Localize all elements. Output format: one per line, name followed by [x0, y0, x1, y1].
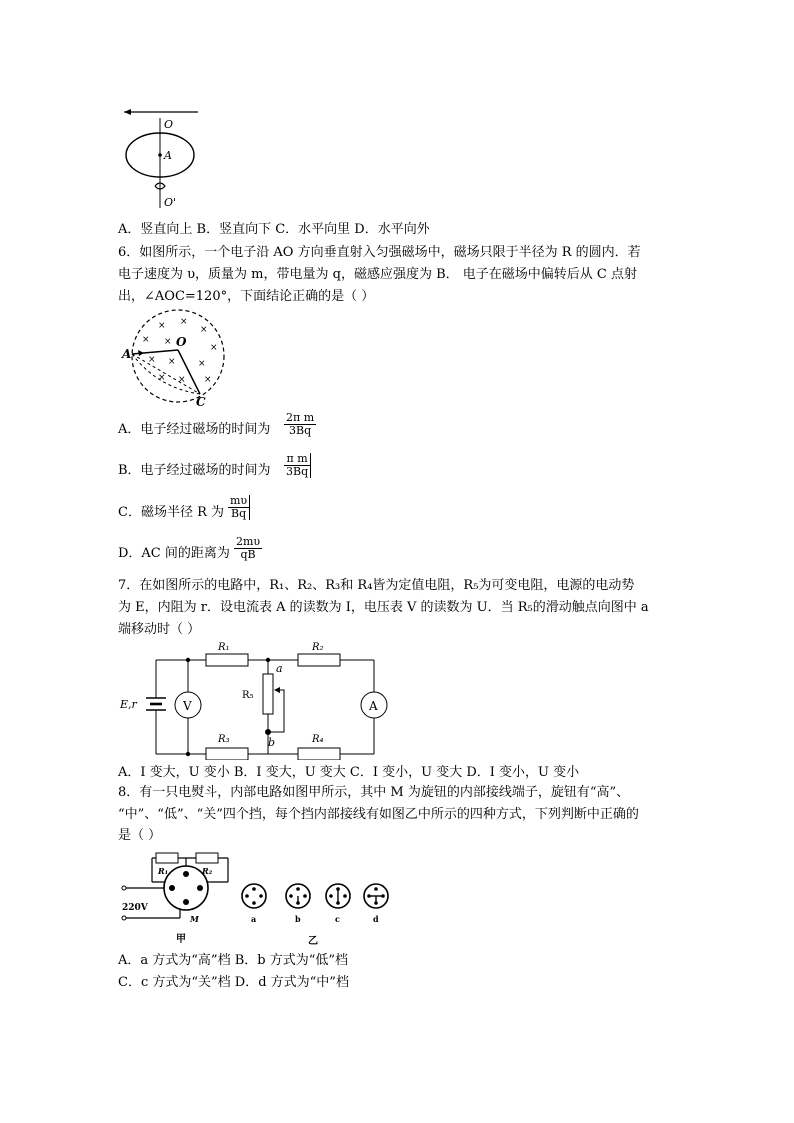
q6-field-mark: × [178, 375, 186, 385]
q7-junction-dot [186, 658, 190, 662]
q8-knob-terminal [183, 899, 189, 905]
q8-options-line2: C．c 方式为“关”档 D．d 方式为“中”档 [118, 975, 349, 990]
q6-option-b-text: B．电子经过磁场的时间为 [118, 463, 271, 478]
q6-field-circle [132, 310, 224, 402]
q8-resistor-r1 [156, 853, 178, 863]
q6-stem-line3: 出，∠AOC=120°，下面结论正确的是（ ） [118, 289, 375, 304]
q7-voltmeter-label: V [183, 699, 192, 713]
q6-label-c: C [196, 395, 206, 408]
q8-mode-dot [245, 894, 249, 898]
q7-options: A．I 变大，U 变小 B．I 变大，U 变大 C．I 变小，U 变大 D．I 变小，U 变小 [118, 765, 580, 780]
q8-mode-dot [252, 901, 256, 905]
q8-mode-dot [374, 901, 378, 905]
q7-slider-arrow [274, 687, 280, 693]
q8-knob-terminal [169, 885, 175, 891]
q6-stem-line2: 电子速度为 υ，质量为 m，带电量为 q，磁感应强度为 B． 电子在磁场中偏转后从 C 点射 [118, 267, 637, 282]
q6-option-a-fraction [284, 412, 316, 437]
q6-option-b-den: 3Bq [286, 465, 309, 478]
q8-knob-terminal [183, 871, 189, 877]
q8-stem-line1: 8．有一只电熨斗，内部电路如图甲所示，其中 M 为旋钮的内部接线端子，旋钮有“高”、 [118, 785, 630, 800]
q7-label-b: b [268, 736, 276, 749]
q7-stem-line1: 7．在如图所示的电路中，R₁、R₂、R₃和 R₄皆为定值电阻，R₅为可变电阻，电源的电动势 [118, 578, 635, 593]
q6-field-mark: × [148, 355, 156, 365]
q5-point-a [158, 153, 162, 157]
q7-label-r3: R₃ [218, 734, 230, 745]
q8-label-jia: 甲 [176, 934, 186, 945]
q6-field-mark: × [210, 343, 218, 353]
q7-junction-dot [265, 729, 271, 735]
q8-mode-b [286, 884, 310, 908]
q8-mode-d [364, 884, 388, 908]
q6-field-mark: × [168, 357, 176, 367]
q7-stem-line3: 端移动时（ ） [118, 622, 201, 637]
q8-label-m: M [190, 914, 199, 924]
q6-field-marks [142, 317, 218, 385]
q6-field-mark: × [200, 325, 208, 335]
q7-label-a: a [276, 662, 283, 675]
q8-mode-dot [381, 894, 385, 898]
q8-mode-dot [374, 887, 378, 891]
q8-plug-dot [122, 916, 126, 920]
q8-stem-line3: 是（ ） [118, 828, 162, 843]
q6-field-mark: × [142, 335, 150, 345]
q6-arrow-head [138, 350, 144, 356]
q6-option-b-fraction [284, 453, 311, 478]
q6-option-a-num: 2π m [286, 411, 315, 424]
q6-option-d-fraction [234, 536, 262, 561]
q8-figure [118, 846, 398, 946]
q8-mode-dot [367, 894, 371, 898]
q5-figure [118, 100, 208, 220]
q8-label-yi: 乙 [308, 936, 318, 946]
q7-label-r4: R₄ [312, 734, 324, 745]
q6-field-mark: × [204, 375, 212, 385]
q6-option-c-text: C．磁场半径 R 为 [118, 505, 224, 520]
q8-resistor-r2 [196, 853, 218, 863]
q8-mode-dot [259, 894, 263, 898]
q8-label-b: b [295, 914, 301, 924]
q6-option-d-num: 2mυ [236, 535, 261, 548]
q8-label-c: c [335, 914, 340, 924]
q8-mode-dot [303, 894, 307, 898]
q5-options: A．竖直向上 B．竖直向下 C．水平向里 D．水平向外 [118, 222, 430, 237]
q8-plug-dot [122, 886, 126, 890]
q8-mode-a [242, 884, 266, 908]
q7-resistor-r4 [298, 748, 340, 760]
q7-resistor-r2 [298, 654, 340, 666]
q8-label-a: a [251, 914, 257, 924]
q8-label-r1: R₁ [158, 866, 169, 876]
q6-figure [118, 308, 230, 408]
q6-field-mark: × [180, 317, 188, 327]
q5-label-o: O [164, 118, 174, 131]
q8-label-220v: 220V [122, 903, 148, 913]
q6-label-a: A [122, 347, 132, 361]
q7-junction-dot [266, 658, 270, 662]
q6-field-mark: × [198, 359, 206, 369]
q5-arrow-head [124, 109, 131, 115]
q6-option-b-num: π m [286, 452, 308, 465]
q6-option-d-text: D．AC 间的距离为 [118, 546, 230, 561]
q6-field-mark: × [158, 321, 166, 331]
q6-option-a-text: A．电子经过磁场的时间为 [118, 422, 271, 437]
q8-label-d: d [373, 914, 379, 924]
q8-label-r2: R₂ [202, 866, 213, 876]
q7-label-r5: R₅ [242, 690, 254, 701]
q7-ammeter-label: A [369, 699, 378, 713]
q8-mode-dot [252, 887, 256, 891]
q7-resistor-r3 [206, 748, 248, 760]
q6-option-a-den: 3Bq [289, 424, 312, 437]
q8-mode-dot [336, 901, 340, 905]
q7-circuit-figure [118, 638, 398, 760]
q8-mode-c [326, 884, 350, 908]
q6-stem-line1: 6．如图所示，一个电子沿 AO 方向垂直射入匀强磁场中，磁场只限于半径为 R 的圆内．若 [118, 245, 641, 260]
q6-option-c-num: mυ [230, 494, 248, 507]
q8-options-line1: A．a 方式为“高”档 B．b 方式为“低”档 [118, 953, 348, 968]
q6-option-d-den: qB [240, 548, 256, 561]
q6-label-o: O [176, 335, 187, 349]
q8-mode-dot [336, 887, 340, 891]
q7-junction-dot [186, 752, 190, 756]
q8-knob-terminal [197, 885, 203, 891]
q7-stem-line2: 为 E，内阻为 r．设电流表 A 的读数为 I，电压表 V 的读数为 U．当 R₅的滑动触点向图中 a [118, 600, 649, 615]
q8-stem-line2: “中”、“低”、“关”四个挡，每个挡内部接线有如图乙中所示的四种方式，下列判断中正确的 [118, 807, 639, 822]
q5-label-a: A [164, 149, 172, 162]
q6-option-c-den: Bq [231, 507, 247, 520]
q7-label-er: E,r [120, 698, 137, 711]
q8-mode-dot [329, 894, 333, 898]
q7-resistor-r5 [263, 674, 273, 714]
q5-label-o2: O' [164, 196, 177, 209]
q7-label-r2: R₂ [312, 642, 324, 653]
q8-mode-dot [296, 901, 300, 905]
q6-field-mark: × [164, 337, 172, 347]
q7-resistor-r1 [206, 654, 248, 666]
q6-option-c-fraction [228, 495, 250, 520]
q7-label-r1: R₁ [218, 642, 230, 653]
q8-mode-dot [343, 894, 347, 898]
q8-mode-dot [289, 894, 293, 898]
q8-mode-dot [296, 887, 300, 891]
q6-field-mark: × [158, 373, 166, 383]
